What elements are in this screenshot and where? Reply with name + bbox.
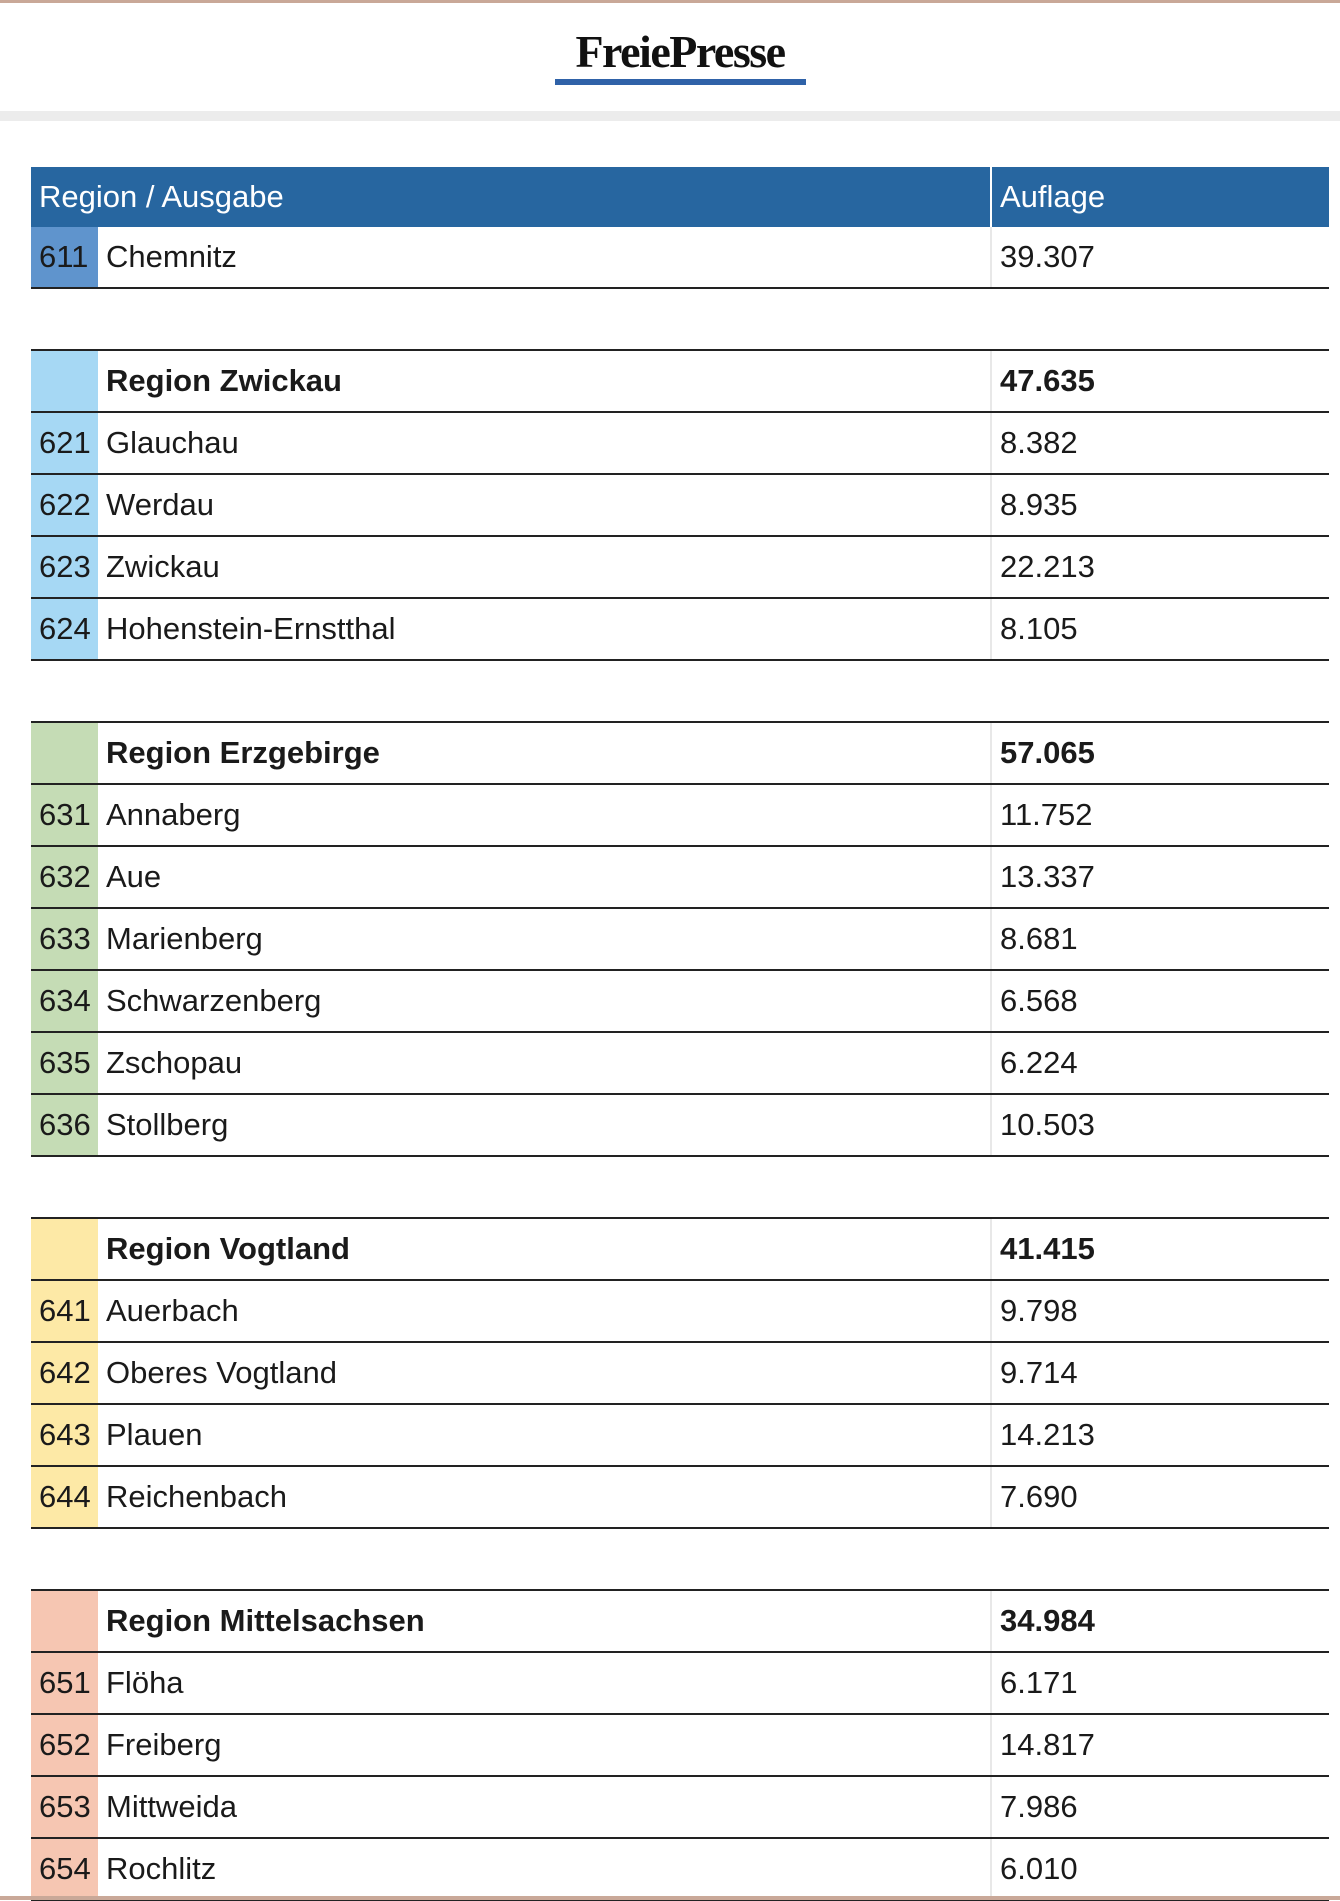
edition-code: 611 xyxy=(31,227,98,288)
edition-value: 14.213 xyxy=(991,1404,1329,1466)
table-row xyxy=(31,536,1329,598)
edition-value: 7.986 xyxy=(991,1776,1329,1838)
edition-name: Hohenstein-Ernstthal xyxy=(98,598,991,660)
edition-name: Marienberg xyxy=(98,908,991,970)
edition-value: 6.010 xyxy=(991,1838,1329,1900)
table-row xyxy=(31,970,1329,1032)
edition-value: 6.171 xyxy=(991,1652,1329,1714)
region-summary-row xyxy=(31,1218,1329,1280)
edition-value: 8.935 xyxy=(991,474,1329,536)
edition-value: 8.681 xyxy=(991,908,1329,970)
table-row xyxy=(31,846,1329,908)
table-body xyxy=(31,227,1329,1900)
edition-value: 8.105 xyxy=(991,598,1329,660)
edition-code: 624 xyxy=(31,598,98,660)
table-row xyxy=(31,412,1329,474)
region-summary-row xyxy=(31,350,1329,412)
table-row-chemnitz xyxy=(31,227,1329,288)
table-row xyxy=(31,474,1329,536)
edition-value: 9.714 xyxy=(991,1342,1329,1404)
edition-code: 652 xyxy=(31,1714,98,1776)
region-total: 41.415 xyxy=(991,1218,1329,1280)
edition-code: 654 xyxy=(31,1838,98,1900)
edition-name: Werdau xyxy=(98,474,991,536)
region-color-swatch xyxy=(31,1218,98,1280)
region-title: Region Erzgebirge xyxy=(98,722,991,784)
edition-code: 633 xyxy=(31,908,98,970)
region-color-swatch xyxy=(31,722,98,784)
site-header xyxy=(0,3,1340,111)
edition-value: 6.224 xyxy=(991,1032,1329,1094)
region-color-swatch xyxy=(31,350,98,412)
region-summary-row xyxy=(31,722,1329,784)
region-total: 34.984 xyxy=(991,1590,1329,1652)
edition-code: 653 xyxy=(31,1776,98,1838)
edition-name: Auerbach xyxy=(98,1280,991,1342)
spacer-row xyxy=(31,1156,1329,1218)
table-row xyxy=(31,1652,1329,1714)
edition-name: Flöha xyxy=(98,1652,991,1714)
spacer-row xyxy=(31,1528,1329,1590)
region-color-swatch xyxy=(31,1590,98,1652)
region-title: Region Zwickau xyxy=(98,350,991,412)
edition-code: 621 xyxy=(31,412,98,474)
table-header-row xyxy=(31,167,1329,227)
edition-name: Glauchau xyxy=(98,412,991,474)
edition-code: 635 xyxy=(31,1032,98,1094)
edition-code: 642 xyxy=(31,1342,98,1404)
spacer-cell xyxy=(31,288,1329,350)
spacer-row xyxy=(31,660,1329,722)
table-row xyxy=(31,1466,1329,1528)
spacer-cell xyxy=(31,1528,1329,1590)
edition-name: Schwarzenberg xyxy=(98,970,991,1032)
region-total: 47.635 xyxy=(991,350,1329,412)
edition-code: 641 xyxy=(31,1280,98,1342)
edition-name: Oberes Vogtland xyxy=(98,1342,991,1404)
spacer-row xyxy=(31,288,1329,350)
edition-value: 8.382 xyxy=(991,412,1329,474)
table-row xyxy=(31,1032,1329,1094)
circulation-table xyxy=(31,167,1329,1901)
table-row xyxy=(31,1714,1329,1776)
edition-value: 22.213 xyxy=(991,536,1329,598)
edition-code: 636 xyxy=(31,1094,98,1156)
edition-code: 634 xyxy=(31,970,98,1032)
region-total: 57.065 xyxy=(991,722,1329,784)
edition-value: 13.337 xyxy=(991,846,1329,908)
edition-code: 631 xyxy=(31,784,98,846)
region-summary-row xyxy=(31,1590,1329,1652)
edition-name: Reichenbach xyxy=(98,1466,991,1528)
edition-name: Chemnitz xyxy=(98,227,991,288)
edition-value: 10.503 xyxy=(991,1094,1329,1156)
edition-value: 9.798 xyxy=(991,1280,1329,1342)
edition-value: 6.568 xyxy=(991,970,1329,1032)
table-row xyxy=(31,1838,1329,1900)
edition-code: 622 xyxy=(31,474,98,536)
edition-code: 623 xyxy=(31,536,98,598)
logo-underline xyxy=(555,79,806,85)
edition-value: 14.817 xyxy=(991,1714,1329,1776)
region-title: Region Mittelsachsen xyxy=(98,1590,991,1652)
column-header-auflage: Auflage xyxy=(991,167,1329,227)
spacer-cell xyxy=(31,660,1329,722)
edition-name: Stollberg xyxy=(98,1094,991,1156)
edition-code: 644 xyxy=(31,1466,98,1528)
table-row xyxy=(31,1404,1329,1466)
edition-name: Annaberg xyxy=(98,784,991,846)
header-separator xyxy=(0,111,1340,121)
table-row xyxy=(31,1776,1329,1838)
edition-name: Rochlitz xyxy=(98,1838,991,1900)
table-row xyxy=(31,1094,1329,1156)
bottom-border-line xyxy=(0,1896,1340,1900)
edition-value: 11.752 xyxy=(991,784,1329,846)
table-row xyxy=(31,1342,1329,1404)
edition-name: Plauen xyxy=(98,1404,991,1466)
edition-value: 39.307 xyxy=(991,227,1329,288)
edition-name: Mittweida xyxy=(98,1776,991,1838)
edition-value: 7.690 xyxy=(991,1466,1329,1528)
region-title: Region Vogtland xyxy=(98,1218,991,1280)
table-row xyxy=(31,908,1329,970)
edition-name: Aue xyxy=(98,846,991,908)
edition-name: Zwickau xyxy=(98,536,991,598)
edition-code: 632 xyxy=(31,846,98,908)
edition-code: 651 xyxy=(31,1652,98,1714)
spacer-cell xyxy=(31,1156,1329,1218)
freie-presse-logo[interactable]: FreiePresse xyxy=(575,26,785,77)
edition-name: Zschopau xyxy=(98,1032,991,1094)
column-header-region: Region / Ausgabe xyxy=(31,167,991,227)
table-row xyxy=(31,784,1329,846)
edition-name: Freiberg xyxy=(98,1714,991,1776)
table-row xyxy=(31,598,1329,660)
edition-code: 643 xyxy=(31,1404,98,1466)
table-row xyxy=(31,1280,1329,1342)
